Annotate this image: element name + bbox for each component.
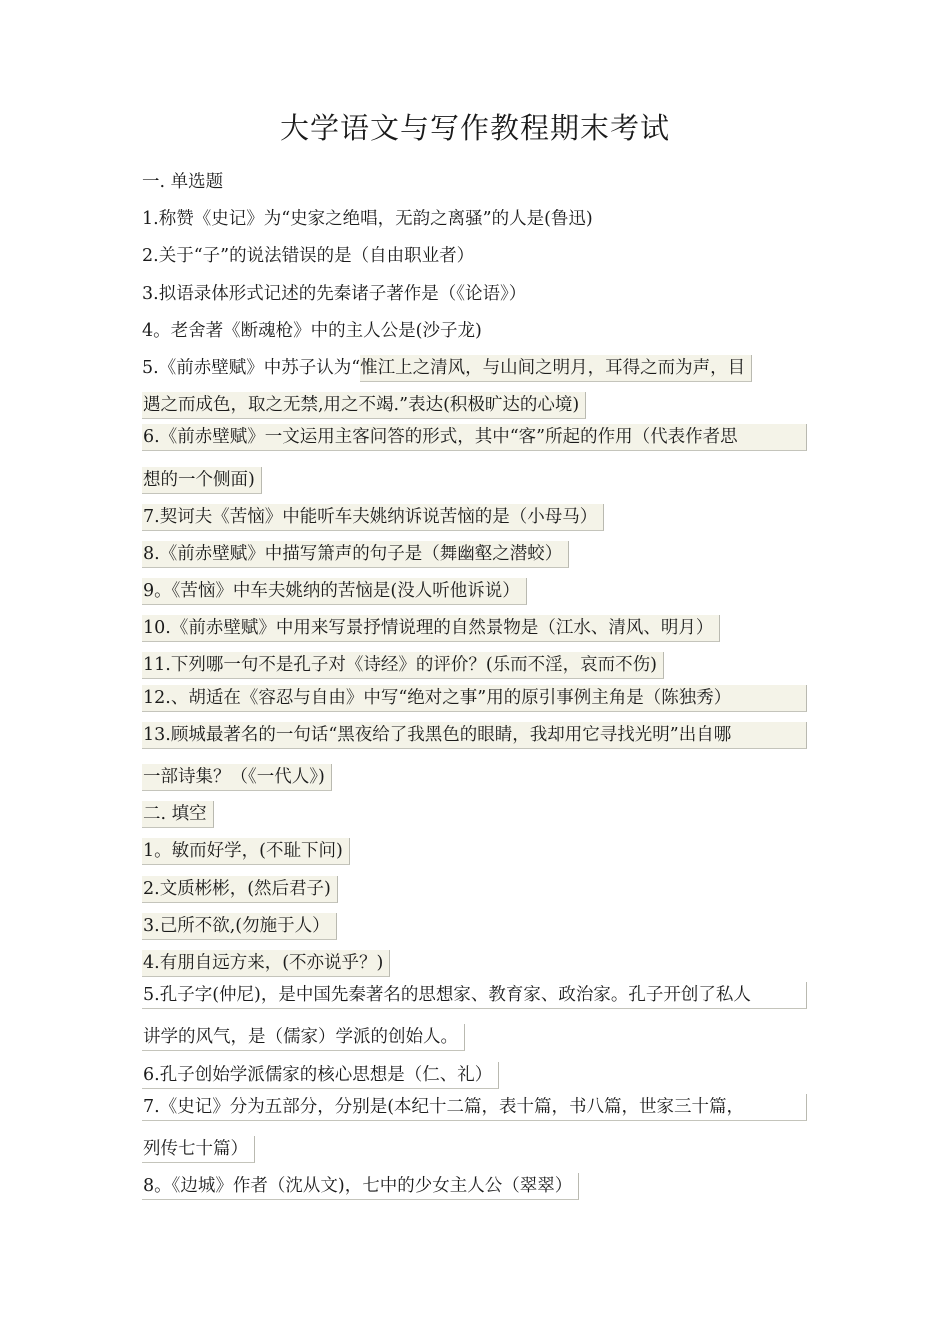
fill-blank-3: [142, 908, 807, 945]
question-12: [142, 685, 807, 722]
boxed-text: 讲学的风气，是（儒家）学派的创始人。: [142, 1024, 465, 1051]
highlighted-text: 12.、胡适在《容忍与自由》中写“绝对之事”用的原引事例主角是（陈独秀）: [142, 685, 807, 712]
question-1: [142, 201, 807, 238]
boxed-text: 5.孔子字(仲尼)，是中国先秦著名的思想家、教育家、政治家。孔子开创了私人: [142, 982, 807, 1009]
boxed-text: 6.孔子创始学派儒家的核心思想是（仁、礼）: [142, 1062, 499, 1089]
question-8: [142, 536, 807, 573]
section-heading-fill-blank: [142, 796, 807, 833]
section-heading-text: 二. 填空: [142, 801, 214, 828]
question-text: 1.称赞《史记》为“史家之绝唱，无韵之离骚”的人是(鲁迅): [142, 209, 593, 230]
highlighted-text: 2.文质彬彬，(然后君子): [142, 876, 338, 903]
question-7: [142, 499, 807, 536]
highlighted-text: 想的一个侧面): [142, 467, 262, 494]
highlighted-text: 惟江上之清风，与山间之明月，耳得之而为声，目: [360, 355, 752, 382]
question-6-line-2: [142, 462, 807, 499]
highlighted-text: 3.己所不欲,(勿施于人）: [142, 913, 337, 940]
highlighted-text: 4.有朋自远方来，(不亦说乎？): [142, 950, 390, 977]
boxed-text: 列传七十篇）: [142, 1136, 255, 1163]
fill-blank-6: [142, 1057, 807, 1094]
question-5-line-1: [142, 350, 807, 387]
fill-blank-2: [142, 871, 807, 908]
question-3: [142, 276, 807, 313]
fill-blank-7-line-2: [142, 1131, 807, 1168]
section-heading-text: 一. 单选题: [142, 172, 224, 192]
page-title: 大学语文与写作教程期末考试: [279, 111, 670, 145]
highlighted-text: 遇之而成色，取之无禁,用之不竭.”表达(积极旷达的心境): [142, 392, 586, 419]
document-body: [142, 164, 807, 1205]
question-text: 5.《前赤壁赋》中苏子认为“: [142, 357, 361, 378]
highlighted-text: 9。《苦恼》中车夫姚纳的苦恼是(没人听他诉说）: [142, 578, 527, 605]
fill-blank-4: [142, 945, 807, 982]
question-6-line-1: [142, 424, 807, 461]
question-9: [142, 573, 807, 610]
highlighted-text: 10.《前赤壁赋》中用来写景抒情说理的自然景物是（江水、清风、明月）: [142, 615, 720, 642]
question-text: 4。老舍著《断魂枪》中的主人公是(沙子龙): [142, 320, 482, 341]
fill-blank-5-line-2: [142, 1019, 807, 1056]
section-heading-single-choice: [142, 164, 807, 201]
highlighted-text: 11.下列哪一句不是孔子对《诗经》的评价？(乐而不淫，哀而不伤): [142, 652, 664, 679]
highlighted-text: 1。敏而好学，(不耻下问): [142, 838, 350, 865]
question-10: [142, 610, 807, 647]
highlighted-text: 6.《前赤壁赋》一文运用主客问答的形式，其中“客”所起的作用（代表作者思: [142, 424, 807, 451]
highlighted-text: 8.《前赤壁赋》中描写箫声的句子是（舞幽壑之潜蛟）: [142, 541, 569, 568]
fill-blank-8: [142, 1168, 807, 1205]
question-text: 2.关于“子”的说法错误的是（自由职业者）: [142, 246, 475, 267]
question-5-line-2: [142, 387, 807, 424]
boxed-text: 8。《边城》作者（沈从文)，七中的少女主人公（翠翠）: [142, 1173, 579, 1200]
question-2: [142, 238, 807, 275]
highlighted-text: 13.顾城最著名的一句话“黑夜给了我黑色的眼睛，我却用它寻找光明”出自哪: [142, 722, 807, 749]
question-13-line-1: [142, 722, 807, 759]
fill-blank-1: [142, 833, 807, 870]
boxed-text: 7.《史记》分为五部分，分别是(本纪十二篇，表十篇，书八篇，世家三十篇，: [142, 1094, 807, 1121]
question-4: [142, 313, 807, 350]
question-text: 3.拟语录体形式记述的先秦诸子著作是（《论语》）: [142, 283, 527, 304]
fill-blank-5-line-1: [142, 982, 807, 1019]
highlighted-text: 一部诗集？（《一代人》): [142, 764, 332, 791]
question-13-line-2: [142, 759, 807, 796]
highlighted-text: 7.契诃夫《苦恼》中能听车夫姚纳诉说苦恼的是（小母马）: [142, 504, 604, 531]
fill-blank-7-line-1: [142, 1094, 807, 1131]
question-11: [142, 647, 807, 684]
